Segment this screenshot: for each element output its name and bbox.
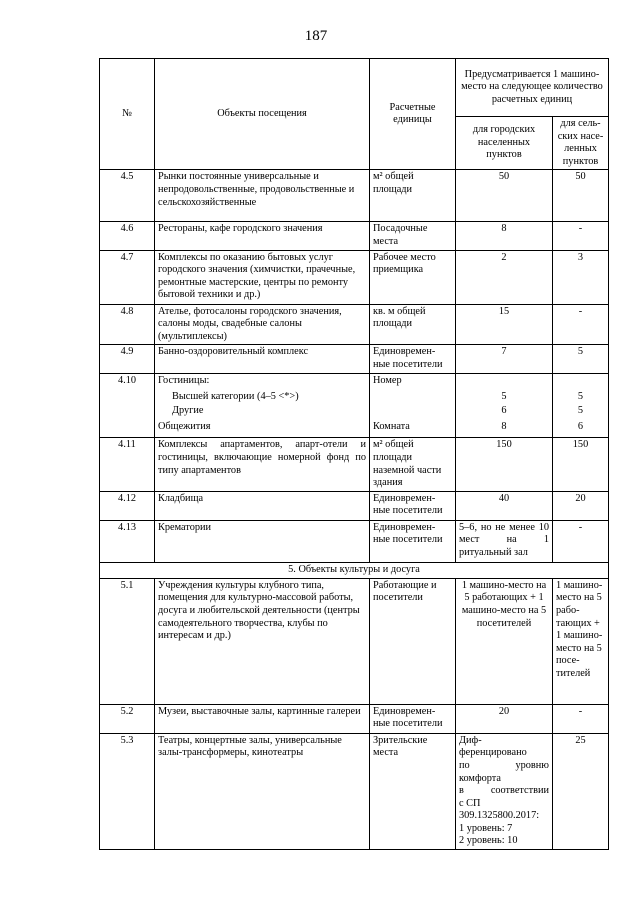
row-urban-value: 8 (456, 222, 553, 250)
row-urban-value: 15 (456, 304, 553, 345)
table-row (100, 491, 609, 520)
row-number: 4.11 (100, 438, 155, 491)
hotels-sub-dorm: Общежития (158, 421, 211, 433)
row-rural-value: 50 (553, 170, 609, 222)
table-row (100, 170, 609, 222)
row-number: 4.8 (100, 304, 155, 345)
row-object: Театры, концертные залы, универсальные залы-трансформеры, кинотеатры (155, 733, 370, 849)
row-unit: м² общей площади наземной части здания (370, 438, 456, 491)
row-rural-value: - (553, 704, 609, 733)
row-rural-value: - (553, 222, 609, 250)
row-object: Комплексы апартаментов, апарт-отели и гостиницы, включающие номерной фонд по типу апартаментов (155, 438, 370, 491)
header-provided: Предусматривается 1 машино-место на следующее количество расчетных единиц (456, 59, 609, 117)
hotels-title: Гостиницы: (158, 375, 210, 387)
urban-text-line: 1 уровень: 7 (459, 822, 513, 834)
urban-text-line: 2 уровень: 10 (459, 835, 518, 847)
table-row (100, 438, 609, 491)
row-rural-value: 1 машино-место на 5 рабо-тающих + 1 машино-место на 5 посе-тителей (553, 578, 609, 704)
section-row (100, 562, 609, 578)
row-rural-value: 25 (553, 733, 609, 849)
row-object: Банно-оздоровительный комплекс (155, 345, 370, 374)
row-object (155, 374, 370, 438)
row-rural-value: - (553, 304, 609, 345)
table-row (100, 733, 609, 849)
urban-text-line: с СП (459, 797, 481, 809)
row-unit (370, 374, 456, 438)
urban-value-top: 5 (501, 390, 507, 402)
table-row (100, 345, 609, 374)
table-row (100, 704, 609, 733)
row-urban-value: 40 (456, 491, 553, 520)
header-row (100, 59, 609, 117)
row-unit: Работающие и посетители (370, 578, 456, 704)
row-unit: Зрительские места (370, 733, 456, 849)
urban-value-dorm: 8 (501, 421, 507, 433)
row-urban-value: 150 (456, 438, 553, 491)
row-number: 4.12 (100, 491, 155, 520)
section-heading: 5. Объекты культуры и досуга (100, 562, 609, 578)
unit-room-dorm: Комната (373, 421, 410, 433)
row-object: Учреждения культуры клубного типа, помещения для культурно-массовой работы, досуга и любительской деятельности (центры самодеятельного творчества, клубы по интересам и др.) (155, 578, 370, 704)
unit-room: Номер (373, 375, 402, 387)
row-unit: м² общей площади (370, 170, 456, 222)
rural-value-top: 5 (577, 390, 584, 402)
urban-value-other: 6 (501, 404, 507, 416)
row-rural-value (553, 374, 609, 438)
rural-value-dorm: 6 (577, 421, 584, 433)
row-object: Кладбища (155, 491, 370, 520)
page-number: 187 (304, 28, 328, 44)
header-objects: Объекты посещения (155, 59, 370, 170)
header-units: Расчетные единицы (370, 59, 456, 170)
row-object: Крематории (155, 520, 370, 562)
row-urban-value: 50 (456, 170, 553, 222)
row-rural-value: - (553, 520, 609, 562)
row-number: 5.3 (100, 733, 155, 849)
urban-text-line: ференцировано (459, 747, 527, 759)
row-number: 4.10 (100, 374, 155, 438)
urban-word: соответствии (490, 785, 549, 797)
urban-text-line (459, 785, 549, 798)
header-rural: для сель-ских насе-ленных пунктов (553, 117, 609, 170)
row-urban-value: 20 (456, 704, 553, 733)
urban-word: по (459, 759, 470, 771)
row-rural-value: 5 (553, 345, 609, 374)
row-object: Ателье, фотосалоны городского значения, салоны моды, свадебные салоны (мультиплексы) (155, 304, 370, 345)
rural-value-other: 5 (577, 404, 584, 416)
row-urban-value (456, 733, 553, 849)
table-row (100, 222, 609, 250)
hotels-sub-other: Другие (172, 404, 204, 416)
table-row (100, 250, 609, 304)
row-rural-value: 20 (553, 491, 609, 520)
row-unit: кв. м общей площади (370, 304, 456, 345)
row-urban-value: 2 (456, 250, 553, 304)
row-number: 4.5 (100, 170, 155, 222)
urban-word: в (459, 785, 464, 797)
row-unit: Единовремен-ные посетители (370, 704, 456, 733)
row-urban-value (456, 374, 553, 438)
row-number: 5.2 (100, 704, 155, 733)
row-rural-value: 3 (553, 250, 609, 304)
row-number: 5.1 (100, 578, 155, 704)
table-row (100, 520, 609, 562)
urban-text-line (459, 760, 549, 773)
row-urban-value: 1 машино-место на 5 работающих + 1 машино-место на 5 посетителей (456, 578, 553, 704)
row-number: 4.13 (100, 520, 155, 562)
row-number: 4.6 (100, 222, 155, 250)
row-number: 4.9 (100, 345, 155, 374)
row-unit: Посадочные места (370, 222, 456, 250)
table-row (100, 374, 609, 438)
row-unit: Рабочее место приемщика (370, 250, 456, 304)
urban-word: уровню (515, 759, 549, 771)
row-object: Рынки постоянные универсальные и непродовольственные, продовольственные и сельскохозяйственные (155, 170, 370, 222)
row-urban-value: 5–6, но не менее 10 мест на 1 ритуальный зал (456, 520, 553, 562)
urban-text-line: 309.1325800.2017: (459, 810, 540, 822)
parking-norms-table (99, 58, 609, 850)
row-number: 4.7 (100, 250, 155, 304)
row-object: Музеи, выставочные залы, картинные галереи (155, 704, 370, 733)
hotels-sub-top: Высшей категории (4–5 <*>) (172, 390, 299, 402)
table-row (100, 304, 609, 345)
row-rural-value: 150 (553, 438, 609, 491)
row-unit: Единовремен-ные посетители (370, 345, 456, 374)
row-unit: Единовремен-ные посетители (370, 491, 456, 520)
urban-text-line: комфорта (459, 772, 501, 784)
row-object: Комплексы по оказанию бытовых услуг городского значения (химчистки, прачечные, ремонтные мастерские, центры по ремонту бытовой техники и др.) (155, 250, 370, 304)
header-no: № (100, 59, 155, 170)
row-object: Рестораны, кафе городского значения (155, 222, 370, 250)
urban-text-line: Диф- (459, 734, 482, 746)
row-urban-value: 7 (456, 345, 553, 374)
table-row (100, 578, 609, 704)
header-urban: для городских населенных пунктов (456, 117, 553, 170)
row-unit: Единовремен-ные посетители (370, 520, 456, 562)
